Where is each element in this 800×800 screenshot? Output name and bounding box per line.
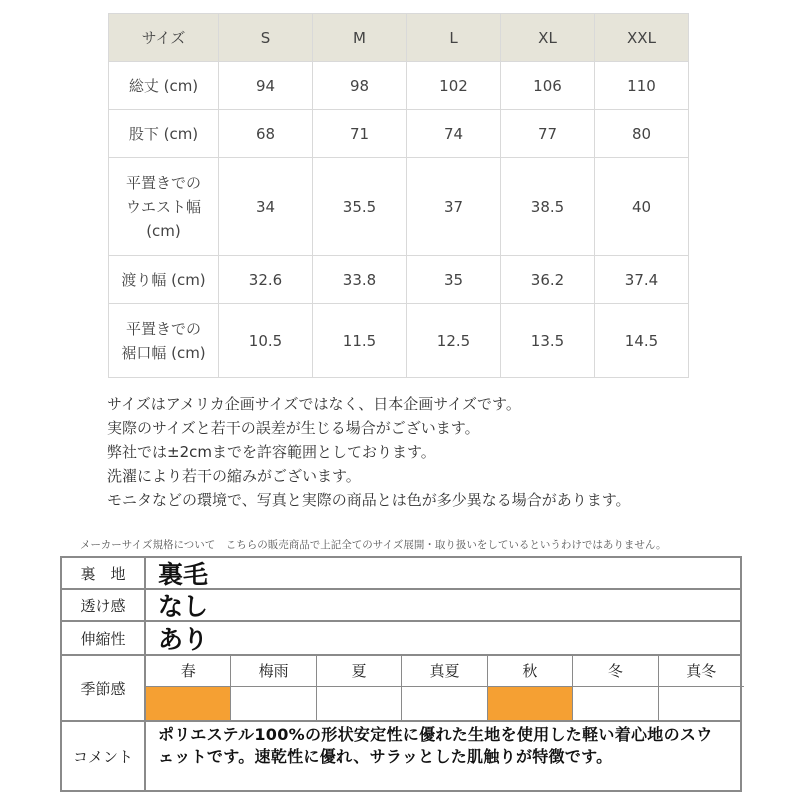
season-name: 真冬 [659,656,744,687]
row-label-line: ウエスト幅 [125,197,201,216]
season-name: 夏 [317,656,402,687]
table-cell: 102 [407,62,501,110]
table-cell: 36.2 [501,256,595,304]
size-header-s: S [219,14,313,62]
table-row [109,62,689,110]
size-header-xxl: XXL [595,14,689,62]
table-cell: 32.6 [219,256,313,304]
size-notes [107,392,747,512]
lining-value: 裏毛 [158,560,209,589]
spec-row-lining [62,558,740,590]
table-cell: 38.5 [501,158,595,256]
row-label-line: 裾口幅 (cm) [121,343,206,362]
size-header-m: M [313,14,407,62]
table-cell: 35 [407,256,501,304]
table-cell: 80 [595,110,689,158]
spec-row-stretch [62,622,740,656]
table-cell: 98 [313,62,407,110]
size-header-l: L [407,14,501,62]
season-name: 真夏 [402,656,487,687]
table-cell: 94 [219,62,313,110]
row-label-thigh: 渡り幅 (cm) [109,256,219,304]
lining-label: 裏 地 [62,558,146,588]
comment-label: コメント [62,722,146,790]
season-mark [317,687,402,720]
table-cell: 33.8 [313,256,407,304]
size-header-xl: XL [501,14,595,62]
row-label-line: (cm) [146,221,181,240]
table-cell: 34 [219,158,313,256]
season-mark-active [146,687,231,720]
table-cell: 12.5 [407,304,501,378]
season-mark [231,687,316,720]
note-line: 洗濯により若干の縮みがございます。 [107,467,361,485]
season-name: 春 [146,656,231,687]
table-cell: 37 [407,158,501,256]
row-label-hem [109,304,219,378]
table-cell: 71 [313,110,407,158]
row-label-line: 平置きでの [125,319,201,338]
note-line: 弊社では±2cmまでを許容範囲としております。 [107,443,436,461]
table-cell: 11.5 [313,304,407,378]
season-mark [402,687,487,720]
spec-row-sheer [62,590,740,622]
size-table [108,13,689,378]
table-cell: 35.5 [313,158,407,256]
spec-table [60,556,742,792]
table-row [109,110,689,158]
season-label: 季節感 [62,656,146,720]
row-label-waist [109,158,219,256]
table-cell: 106 [501,62,595,110]
table-cell: 110 [595,62,689,110]
table-row [109,256,689,304]
table-cell: 14.5 [595,304,689,378]
row-label-length: 総丈 (cm) [109,62,219,110]
season-mark [659,687,744,720]
table-row [109,158,689,256]
table-row [109,304,689,378]
note-line: 実際のサイズと若干の誤差が生じる場合がございます。 [107,419,480,437]
maker-size-note: メーカーサイズ規格について こちらの販売商品で上記全てのサイズ展開・取り扱いをしているというわけではありません。 [80,539,667,551]
row-label-inseam: 股下 (cm) [109,110,219,158]
season-mark [573,687,658,720]
size-header-row [109,14,689,62]
table-cell: 74 [407,110,501,158]
size-header-label: サイズ [109,14,219,62]
sheer-label: 透け感 [62,590,146,620]
table-cell: 40 [595,158,689,256]
season-name: 秋 [488,656,573,687]
sheer-value: なし [158,592,209,621]
season-name: 梅雨 [231,656,316,687]
table-cell: 10.5 [219,304,313,378]
season-grid [146,656,740,720]
table-cell: 13.5 [501,304,595,378]
table-cell: 77 [501,110,595,158]
spec-row-season [62,656,740,722]
season-name: 冬 [573,656,658,687]
row-label-line: 平置きでの [125,173,201,192]
table-cell: 68 [219,110,313,158]
stretch-label: 伸縮性 [62,622,146,654]
comment-text: ポリエステル100%の形状安定性に優れた生地を使用した軽い着心地のスウェットです。速乾性に優れ、サラッとした肌触りが特徴です。 [158,725,713,766]
season-mark-active [488,687,573,720]
table-cell: 37.4 [595,256,689,304]
stretch-value: あり [158,625,209,654]
spec-row-comment [62,722,740,790]
note-line: モニタなどの環境で、写真と実際の商品とは色が多少異なる場合があります。 [107,491,631,509]
note-line: サイズはアメリカ企画サイズではなく、日本企画サイズです。 [107,395,521,413]
